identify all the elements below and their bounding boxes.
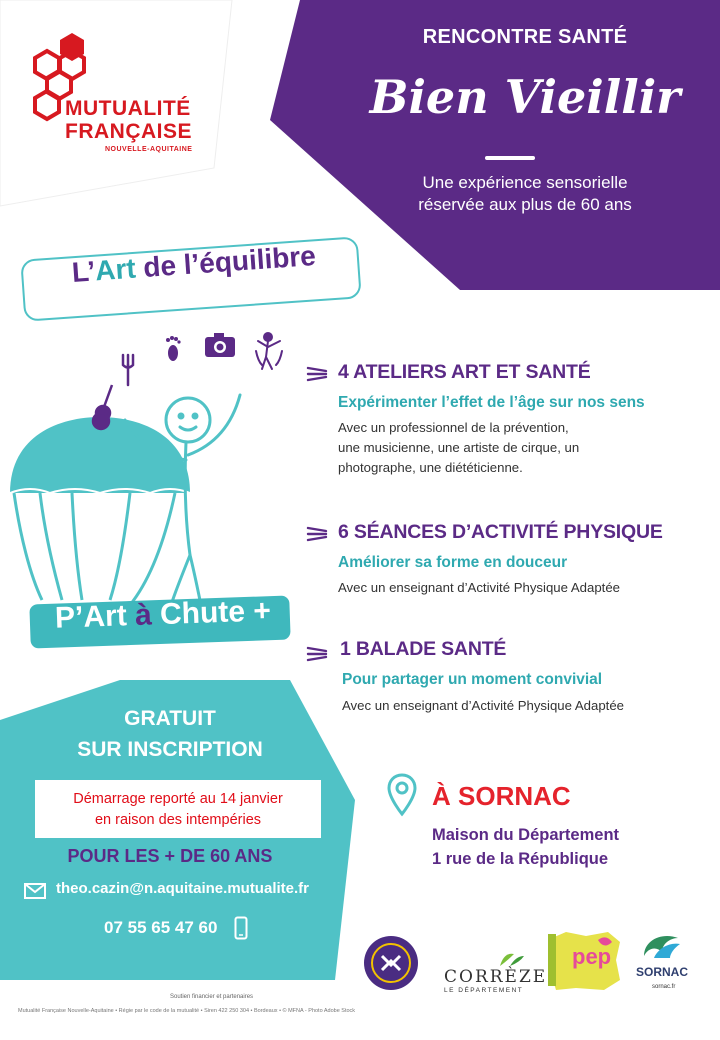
section-arrow-icon <box>306 525 328 543</box>
location-pin-icon <box>385 772 419 818</box>
camera-icon <box>205 333 235 357</box>
section-1-body-line3: photographe, une diététicienne. <box>338 460 523 475</box>
banner-part3: de l’équilibre <box>134 239 317 284</box>
illustration-label-part2: à <box>134 598 153 632</box>
postponement-notice-text <box>35 789 321 831</box>
section-3-body <box>342 696 624 716</box>
location-address-line2: 1 rue de la République <box>432 850 609 868</box>
partner-correze-sub: LE DÉPARTEMENT <box>444 987 524 994</box>
cta-title-line1: GRATUIT <box>124 707 216 730</box>
contact-email-link[interactable]: theo.cazin@n.aquitaine.mutualite.fr <box>56 880 309 897</box>
illustration-label-part1: P’Art <box>54 598 136 635</box>
notice-line1: Démarrage reporté au 14 janvier <box>73 791 283 807</box>
illustration-label-part3: Chute + <box>151 594 272 632</box>
section-1-subtitle: Expérimenter l’effet de l’âge sur nos sens <box>338 394 645 411</box>
partner-sornac-url: sornac.fr <box>652 984 676 990</box>
location-address-line1: Maison du Département <box>432 826 620 844</box>
contact-phone-link[interactable]: 07 55 65 47 60 <box>104 918 218 937</box>
section-1-body <box>338 418 579 478</box>
mobile-phone-icon <box>234 916 248 940</box>
section-2-title: 6 SÉANCES D’ACTIVITÉ PHYSIQUE <box>338 521 663 543</box>
section-1-body-line1: Avec un professionnel de la prévention, <box>338 420 569 435</box>
logo-text-line2: FRANÇAISE <box>65 120 193 143</box>
section-3-body-line1: Avec un enseignant d’Activité Physique Adaptée <box>342 698 625 713</box>
partner-seal-logo <box>362 934 420 992</box>
partner-pep-name: pep <box>572 944 612 969</box>
cta-title-line2: SUR INSCRIPTION <box>77 738 263 761</box>
partner-sornac-logo <box>640 930 682 960</box>
section-2-body <box>338 578 620 598</box>
section-arrow-icon <box>306 645 328 663</box>
header-subtitle-line2: réservée aux plus de 60 ans <box>418 195 632 214</box>
logo-text-line3: NOUVELLE-AQUITAINE <box>105 146 193 153</box>
partner-sornac-name: SORNAC <box>636 965 689 979</box>
partner-correze-name: CORRÈZE <box>444 967 548 987</box>
section-1-title: 4 ATELIERS ART ET SANTÉ <box>338 361 591 383</box>
header-divider <box>485 156 535 160</box>
location-title: À SORNAC <box>432 781 571 811</box>
acrobat-icon <box>256 333 282 369</box>
guitar-icon <box>93 385 112 429</box>
cta-title <box>30 703 310 765</box>
footer-legal-notice: Mutualité Française Nouvelle-Aquitaine • Régie par le code de la mutualité • Siren 422 250 304 • Bordeaux • © MFNA - Photo Adobe Stock <box>18 1008 356 1014</box>
section-2-subtitle: Améliorer sa forme en douceur <box>338 554 568 571</box>
header-subtitle <box>360 172 690 216</box>
banner-part2: Art <box>94 252 137 287</box>
envelope-icon <box>24 883 46 899</box>
section-2-body-line1: Avec un enseignant d’Activité Physique Adaptée <box>338 580 621 595</box>
fork-icon <box>123 355 133 385</box>
section-3-subtitle: Pour partager un moment convivial <box>342 671 603 688</box>
section-1-body-line2: une musicienne, une artiste de cirque, un <box>338 440 580 455</box>
section-arrow-icon <box>306 365 328 383</box>
header-subtitle-line1: Une expérience sensorielle <box>422 173 628 192</box>
banner-part1: L’ <box>70 255 97 288</box>
header-title: Bien Vieillir <box>369 70 681 124</box>
header-eyebrow: RENCONTRE SANTÉ <box>422 26 628 48</box>
footprint-icon <box>166 336 181 361</box>
logo-text-line1: MUTUALITÉ <box>65 97 191 120</box>
footer-support-label: Soutien financier et partenaires <box>170 994 254 1000</box>
leaf-icon <box>496 950 526 968</box>
notice-line2: en raison des intempéries <box>94 812 262 828</box>
cta-age-requirement: POUR LES + DE 60 ANS <box>67 846 273 866</box>
section-3-title: 1 BALADE SANTÉ <box>340 638 507 660</box>
